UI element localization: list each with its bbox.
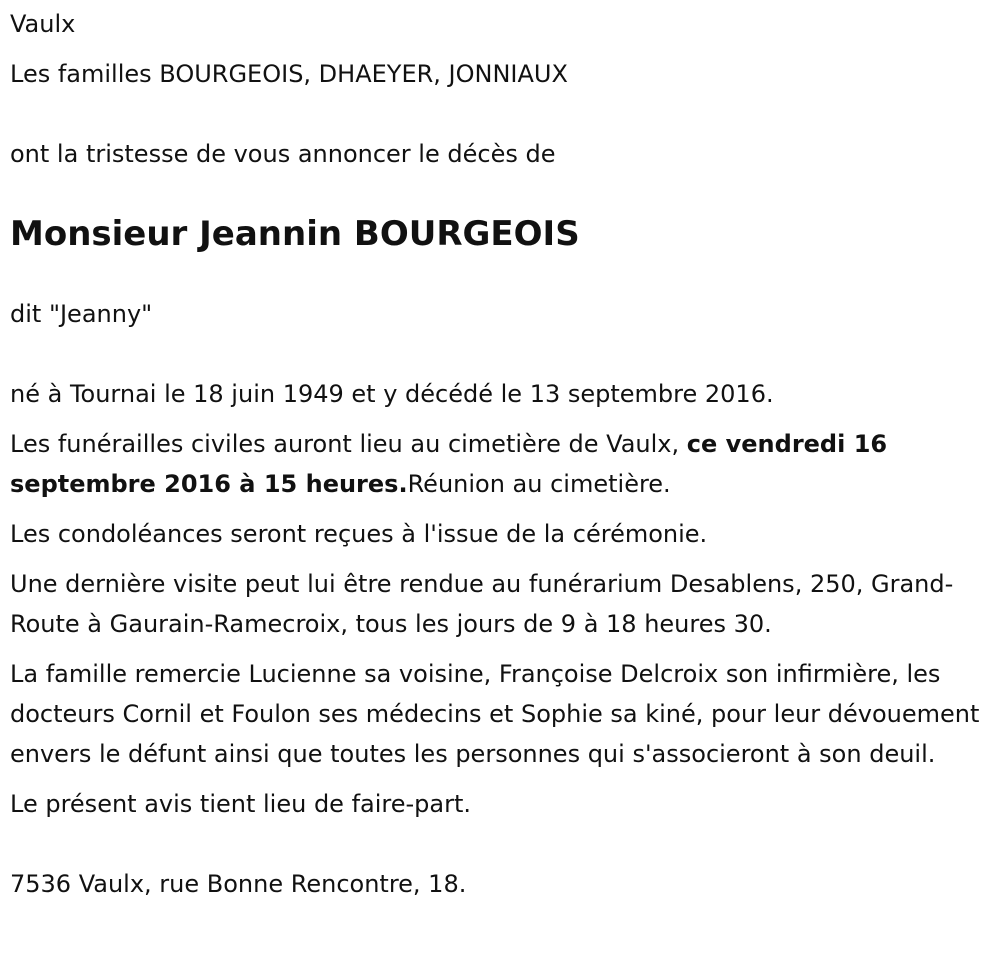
nickname-line: dit "Jeanny" <box>10 300 153 328</box>
visit-paragraph: Une dernière visite peut lui être rendue au funérarium Desablens, 250, Grand-Route à Gaurain-Ramecroix, tous les jours de 9 à 18 heures 30. <box>10 570 954 638</box>
announcement-line: ont la tristesse de vous annoncer le décès de <box>10 140 556 168</box>
address-line: 7536 Vaulx, rue Bonne Rencontre, 18. <box>10 870 467 898</box>
families-line: Les familles BOURGEOIS, DHAEYER, JONNIAUX <box>10 60 568 88</box>
funeral-intro-text: Les funérailles civiles auront lieu au cimetière de Vaulx, <box>10 430 687 458</box>
funeral-meeting-text: Réunion au cimetière. <box>407 470 671 498</box>
faire-part-line: Le présent avis tient lieu de faire-part. <box>10 790 472 818</box>
thanks-paragraph: La famille remercie Lucienne sa voisine, Françoise Delcroix son infirmière, les docteurs Cornil et Foulon ses médecins et Sophie sa kiné, pour leur dévouement envers le défunt ainsi que toutes les personnes qui s'associeront à son deuil. <box>10 660 980 768</box>
funeral-date-text: ce vendredi 16 septembre 2016 à 15 heures. <box>10 430 888 498</box>
birth-death-line: né à Tournai le 18 juin 1949 et y décédé le 13 septembre 2016. <box>10 380 774 408</box>
location-line: Vaulx <box>10 10 76 38</box>
obituary-notice <box>10 4 985 904</box>
condolences-line: Les condoléances seront reçues à l'issue de la cérémonie. <box>10 520 708 548</box>
funeral-paragraph <box>10 424 985 504</box>
deceased-name-heading: Monsieur Jeannin BOURGEOIS <box>10 214 580 254</box>
